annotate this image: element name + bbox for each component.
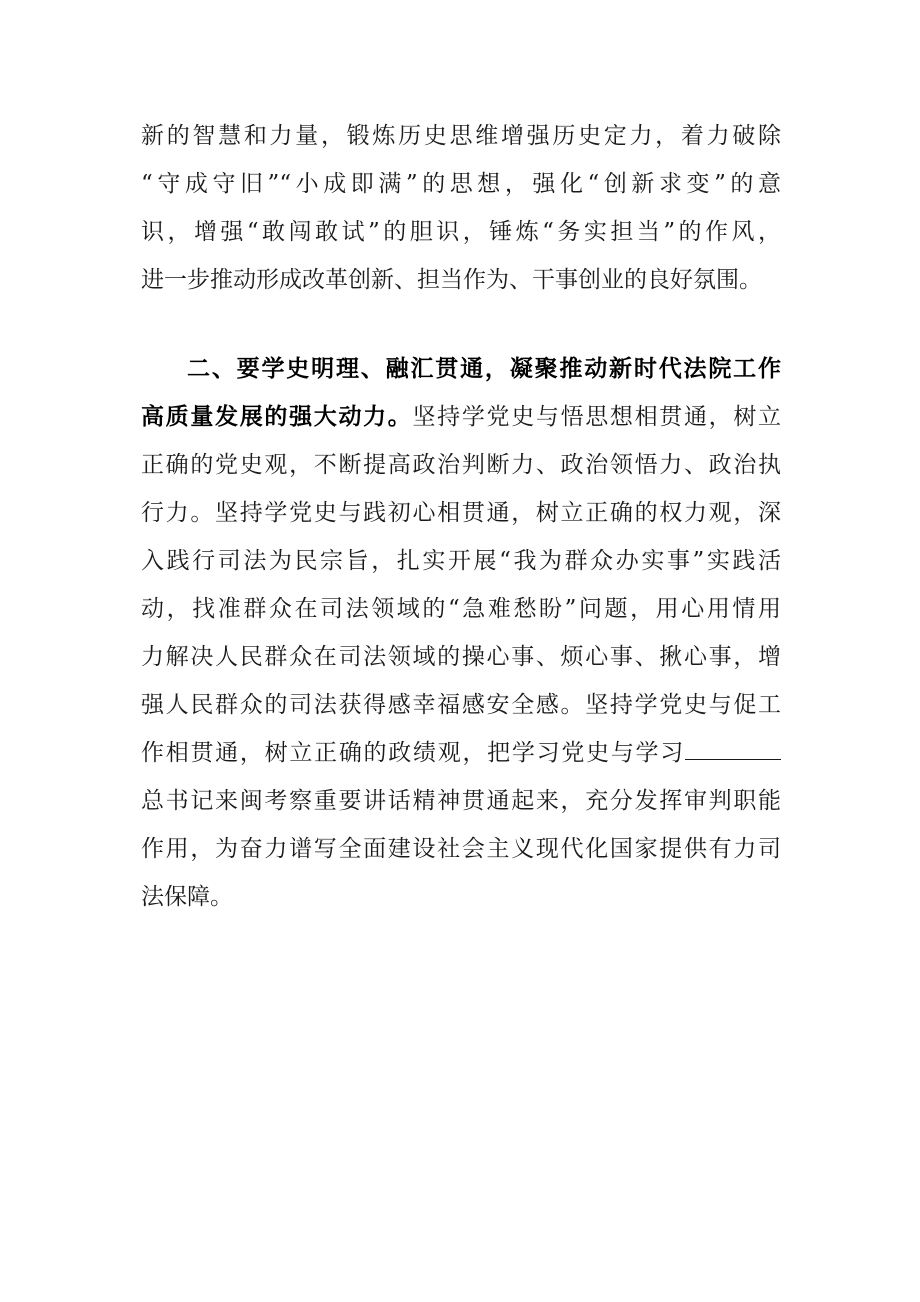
paragraph-2-line-2-rest: 坚持学党史与悟思想相贯通，树立 bbox=[412, 404, 782, 430]
paragraph-2-line-7: 力解决人民群众在司法领域的操心事、烦心事、揪心事，增 bbox=[141, 644, 781, 670]
paragraph-2-line-9 bbox=[141, 729, 781, 777]
paragraph-2-line-5: 入践行司法为民宗旨，扎实开展“我为群众办实事”实践活 bbox=[141, 548, 781, 574]
paragraph-2-line-6: 动，找准群众在司法领域的“急难愁盼”问题，用心用情用 bbox=[141, 596, 781, 622]
paragraph-1-line-4: 进一步推动形成改革创新、担当作为、干事创业的良好氛围。 bbox=[141, 267, 762, 293]
paragraph-1 bbox=[141, 112, 781, 304]
paragraph-1-line-1: 新的智慧和力量，锻炼历史思维增强历史定力，着力破除 bbox=[141, 123, 781, 149]
paragraph-2-line-9-text: 作相贯通，树立正确的政绩观，把学习党史与学习 bbox=[141, 740, 685, 766]
paragraph-2-line-10: 总书记来闽考察重要讲话精神贯通起来，充分发挥审判职能 bbox=[141, 788, 781, 814]
paragraph-1-line-3: 识，增强“敢闯敢试”的胆识，锤炼“务实担当”的作风， bbox=[141, 219, 781, 245]
paragraph-1-line-2: “守成守旧”“小成即满”的思想，强化“创新求变”的意 bbox=[141, 171, 781, 197]
fill-in-blank bbox=[685, 739, 781, 760]
paragraph-2-line-11: 作用，为奋力谱写全面建设社会主义现代化国家提供有力司 bbox=[141, 836, 781, 862]
paragraph-2-line-2 bbox=[141, 393, 781, 441]
section-heading-line-1: 二、要学史明理、融汇贯通，凝聚推动新时代法院工作 bbox=[187, 355, 781, 382]
section-heading-line-2: 高质量发展的强大动力。 bbox=[141, 403, 413, 430]
paragraph-2-line-8: 强人民群众的司法获得感幸福感安全感。坚持学党史与促工 bbox=[141, 692, 781, 718]
paragraph-2 bbox=[141, 345, 781, 921]
paragraph-2-line-3: 正确的党史观，不断提高政治判断力、政治领悟力、政治执 bbox=[141, 452, 781, 478]
paragraph-2-line-4: 行力。坚持学党史与践初心相贯通，树立正确的权力观，深 bbox=[141, 500, 781, 526]
paragraph-2-line-12: 法保障。 bbox=[141, 884, 233, 910]
